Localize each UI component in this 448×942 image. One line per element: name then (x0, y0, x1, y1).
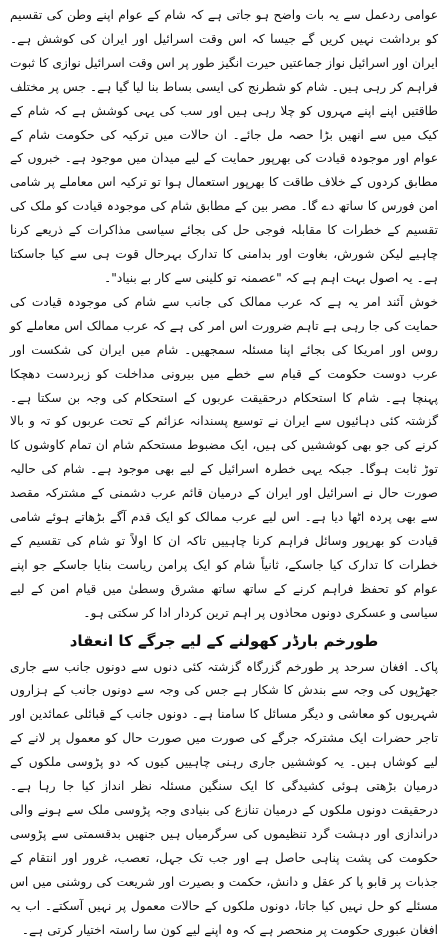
article-paragraph-arab-support: خوش آئند امر یہ ہے کہ عرب ممالک کی جانب سے شام کی موجودہ قیادت کی حمایت کی جا رہی ہے تاہم ضرورت اس امر کی ہے کہ عرب ممالک اس معاملے کو روس اور امریکا کی بجائے اپنا مسئلہ سمجھیں۔ شام میں ایران کی شکست اور عرب دوست حکومت کے قیام سے خطے میں بیرونی مداخلت کو زبردست دھچکا پہنچا ہے۔ شام کا استحکام درحقیقت عربوں کے استحکام کی وجہ بن سکتا ہے۔ گزشتہ کئی دہائیوں سے ایران نے توسیع پسندانہ عزائم کے تحت عربوں کو تہ و بالا کرنے کی جو بھی کوششیں کی ہیں، ایک مضبوط مستحکم شام ان تمام کاوشوں کا توڑ ثابت ہوگا۔ جبکہ یہی خطرہ اسرائیل کے لیے بھی موجود ہے۔ شام کی حالیہ صورت حال نے اسرائیل اور ایران کے درمیان قائم عرب دشمنی کے مشترکہ مقصد سے بھی پردہ اٹھا دیا ہے۔ اس لیے عرب ممالک کو ایک قدم آگے بڑھاتے ہوئے شامی قیادت کو بھرپور وسائل فراہم کرنا چاہییں تاکہ ان کا اولاً تو شام کی تقسیم کے خطرات کا تدارک کیا جاسکے، ثانیاً شام کو ایک پرامن ریاست بنایا جاسکے جو اپنے عوام کو تحفظ فراہم کرنے کے ساتھ ساتھ مشرق وسطیٰ میں قیام امن کے لیے سیاسی و عسکری دونوں محاذوں پر اہم ترین کردار ادا کر سکتی ہو۔ (10, 294, 438, 620)
article-paragraph-torkham-jirga: پاک۔ افغان سرحد پر طورخم گزرگاہ گزشتہ کئی دنوں سے دونوں جانب سے جاری جھڑپوں کی وجہ سے بندش کا شکار ہے جس کی وجہ سے دونوں جانب کے ہزاروں شہریوں کو معاشی و دیگر مسائل کا سامنا ہے۔ دونوں جانب کے قبائلی عمائدین اور تاجر حضرات ایک مشترکہ جرگے کی صورت میں صورت حال کو معمول پر لانے کے لیے کوشاں ہیں۔ یہ کوششیں جاری رہنی چاہییں کیوں کہ دو پڑوسی ملکوں کے درمیان بڑھتی ہوئی کشیدگی کا ایک سنگین مسئلہ نظر انداز کیا جا رہا ہے۔ درحقیقت دونوں ملکوں کے درمیان تنازع کی بنیادی وجہ پڑوسی ملک سے ہونے والی دراندازی اور دہشت گرد تنظیموں کی سرگرمیاں ہیں جنھیں بدقسمتی سے پڑوسی حکومت کی پشت پناہی حاصل ہے اور جب تک جہل، تعصب، غرور اور انتقام کے جذبات پر قابو پا کر عقل و دانش، حکمت و بصیرت اور شریعت کی روشنی میں اس مسئلے کو حل نہیں کیا جاتا، دونوں ملکوں کے حالات معمول پر نہیں آسکتے۔ اب یہ افغان عبوری حکومت پر منحصر ہے کہ وہ اپنے لیے کون سا راستہ اختیار کرتی ہے۔ (10, 659, 438, 937)
section-heading-torkham: طورخم بارڈر کھولنے کے لیے جرگے کا انعقاد (69, 631, 379, 650)
article-paragraph-syria-partition: عوامی ردعمل سے یہ بات واضح ہو جاتی ہے کہ شام کے عوام اپنے وطن کی تقسیم کو برداشت نہیں کریں گے جیسا کہ اس وقت اسرائیل اور ایران کی کوشش ہے۔ ایران اور اسرائیل نواز جماعتیں حیرت انگیز طور پر اس وقت اسرائیل نوازی کا ثبوت فراہم کر رہی ہیں۔ شام کو شطرنج کی ایسی بساط بنا لیا گیا ہے۔ جس پر مختلف طاقتیں اپنے اپنے مہروں کو چلا رہی ہیں اور سب کی یہی کوشش ہے کہ شام کے کیک میں سے انھیں بڑا حصہ مل جائے۔ ان حالات میں ترکیہ کی حکومت شام کے عوام اور موجودہ قیادت کی بھرپور حمایت کے لیے میدان میں موجود ہے۔ خبروں کے مطابق کردوں کے خلاف طاقت کا بھرپور استعمال ہوا تو ترکیہ اس معاملے پر شامی امن فورس کا ساتھ دے گا۔ مصر بین کے مطابق شام کی موجودہ قیادت کو ملک کی تقسیم کے خطرات کا مقابلہ فوجی حل کی بجائے سیاسی مذاکرات کے ذریعے کرنا چاہیے لیکن شورش، بغاوت اور بدامنی کا تدارک بہرحال قوت ہی سے کیا جاسکتا ہے۔ یہ اصول بہت اہم ہے کہ "عصمنہ تو کلینی سے کار بے بنیاد"۔ (10, 8, 438, 285)
